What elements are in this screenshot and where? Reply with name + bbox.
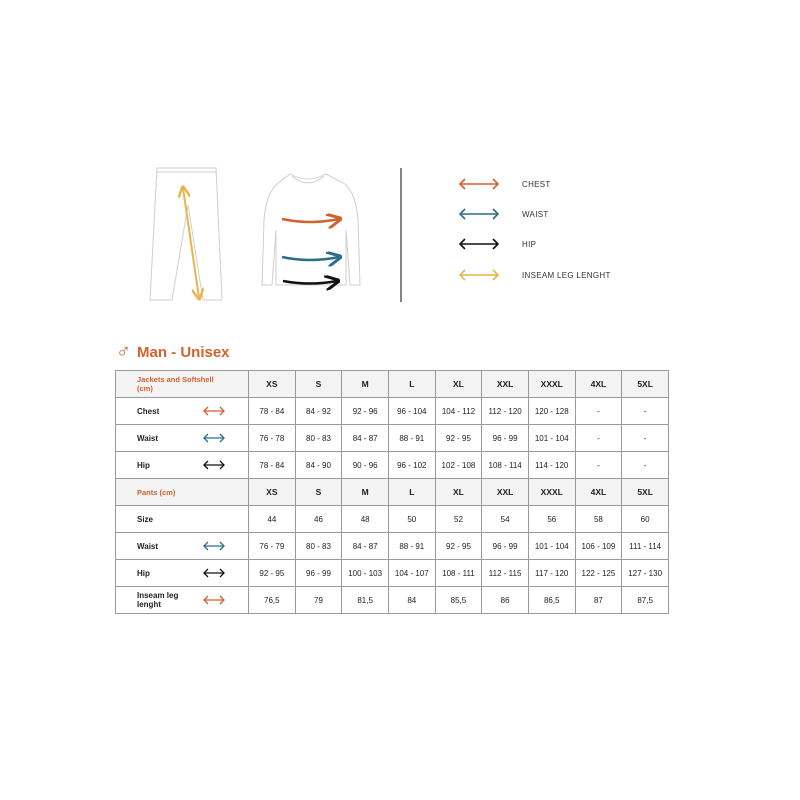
table-cell: 76 - 78 xyxy=(249,425,296,452)
table-cell: 114 - 120 xyxy=(528,452,575,479)
table-cell: - xyxy=(575,452,622,479)
size-header-cell: 5XL xyxy=(622,479,669,506)
table-cell: 127 - 130 xyxy=(622,560,669,587)
table-cell: 122 - 125 xyxy=(575,560,622,587)
pants-header-label: Pants (cm) xyxy=(116,479,249,506)
male-symbol-icon: ♂ xyxy=(116,341,131,363)
table-cell: - xyxy=(575,425,622,452)
size-header-cell: XXL xyxy=(482,371,529,398)
table-row xyxy=(116,398,669,425)
table-cell: 86,5 xyxy=(528,587,575,614)
jackets-header-row xyxy=(116,371,669,398)
table-cell: 84 - 87 xyxy=(342,425,389,452)
table-cell: 108 - 114 xyxy=(482,452,529,479)
size-header-cell: S xyxy=(295,371,342,398)
row-label: Inseam leg lenght xyxy=(116,587,249,614)
chest-arrow-icon xyxy=(282,219,339,222)
size-header-cell: M xyxy=(342,371,389,398)
row-label: Waist xyxy=(116,425,249,452)
hip-arrow-icon xyxy=(283,281,337,284)
jackets-header-label: Jackets and Softshell (cm) xyxy=(116,371,249,398)
inseam-arrow-icon xyxy=(202,594,226,606)
table-cell: - xyxy=(622,398,669,425)
legend-label: INSEAM LEG LENGHT xyxy=(522,270,611,280)
size-header-cell: XXXL xyxy=(528,371,575,398)
legend-label: HIP xyxy=(522,239,537,249)
row-label: Waist xyxy=(116,533,249,560)
row-label: Hip xyxy=(116,452,249,479)
table-cell: 104 - 112 xyxy=(435,398,482,425)
table-cell: 96 - 99 xyxy=(295,560,342,587)
legend-item-inseam xyxy=(456,265,611,285)
size-header-cell: XL xyxy=(435,371,482,398)
table-cell: 101 - 104 xyxy=(528,533,575,560)
table-cell: - xyxy=(622,425,669,452)
table-cell: 102 - 108 xyxy=(435,452,482,479)
legend-item-chest xyxy=(456,174,551,194)
table-cell: 76 - 79 xyxy=(249,533,296,560)
size-header-cell: 4XL xyxy=(575,479,622,506)
legend-label: CHEST xyxy=(522,179,551,189)
table-cell: 56 xyxy=(528,506,575,533)
size-header-cell: XS xyxy=(249,479,296,506)
table-cell: 90 - 96 xyxy=(342,452,389,479)
table-cell: 117 - 120 xyxy=(528,560,575,587)
table-cell: 112 - 115 xyxy=(482,560,529,587)
table-cell: 78 - 84 xyxy=(249,452,296,479)
table-cell: 85,5 xyxy=(435,587,482,614)
table-cell: 108 - 111 xyxy=(435,560,482,587)
table-cell: 92 - 95 xyxy=(435,425,482,452)
hip-arrow-icon xyxy=(202,459,226,471)
table-cell: 84 - 90 xyxy=(295,452,342,479)
sweater-icon xyxy=(262,174,360,285)
table-cell: 120 - 128 xyxy=(528,398,575,425)
table-cell: 60 xyxy=(622,506,669,533)
row-label: Hip xyxy=(116,560,249,587)
size-header-cell: L xyxy=(388,371,435,398)
table-cell: 87 xyxy=(575,587,622,614)
table-cell: 84 xyxy=(388,587,435,614)
table-cell: 84 - 87 xyxy=(342,533,389,560)
legend-label: WAIST xyxy=(522,209,549,219)
size-header-cell: XXXL xyxy=(528,479,575,506)
double-arrow-icon xyxy=(456,268,502,282)
table-row xyxy=(116,587,669,614)
table-cell: 79 xyxy=(295,587,342,614)
pants-icon xyxy=(150,168,222,300)
table-row xyxy=(116,560,669,587)
table-cell: 96 - 99 xyxy=(482,533,529,560)
table-row xyxy=(116,506,669,533)
table-cell: - xyxy=(575,398,622,425)
size-header-cell: M xyxy=(342,479,389,506)
table-row xyxy=(116,452,669,479)
size-header-cell: 4XL xyxy=(575,371,622,398)
double-arrow-icon xyxy=(456,207,502,221)
size-header-cell: XS xyxy=(249,371,296,398)
pants-header-row xyxy=(116,479,669,506)
table-row xyxy=(116,533,669,560)
waist-arrow-icon xyxy=(282,257,339,260)
table-cell: 112 - 120 xyxy=(482,398,529,425)
table-cell: 92 - 95 xyxy=(435,533,482,560)
table-cell: 92 - 95 xyxy=(249,560,296,587)
table-cell: 86 xyxy=(482,587,529,614)
table-cell: 96 - 102 xyxy=(388,452,435,479)
table-cell: 87,5 xyxy=(622,587,669,614)
size-header-cell: L xyxy=(388,479,435,506)
table-cell: 50 xyxy=(388,506,435,533)
table-cell: 106 - 109 xyxy=(575,533,622,560)
legend-item-hip xyxy=(456,234,536,254)
table-cell: 78 - 84 xyxy=(249,398,296,425)
inseam-arrow-icon xyxy=(183,188,199,298)
chest-arrow-icon xyxy=(202,405,226,417)
table-cell: 81,5 xyxy=(342,587,389,614)
table-cell: 96 - 104 xyxy=(388,398,435,425)
section-title xyxy=(116,342,230,362)
table-cell: 104 - 107 xyxy=(388,560,435,587)
size-chart-table xyxy=(115,370,669,614)
size-header-cell: XL xyxy=(435,479,482,506)
size-header-cell: XXL xyxy=(482,479,529,506)
table-cell: 48 xyxy=(342,506,389,533)
waist-arrow-icon xyxy=(202,540,226,552)
hip-arrow-icon xyxy=(202,567,226,579)
table-cell: 88 - 91 xyxy=(388,533,435,560)
table-cell: 111 - 114 xyxy=(622,533,669,560)
table-cell: 101 - 104 xyxy=(528,425,575,452)
size-header-cell: S xyxy=(295,479,342,506)
size-header-cell: 5XL xyxy=(622,371,669,398)
table-cell: 76,5 xyxy=(249,587,296,614)
garment-illustration xyxy=(0,0,800,320)
table-cell: 46 xyxy=(295,506,342,533)
table-cell: 80 - 83 xyxy=(295,533,342,560)
table-cell: 80 - 83 xyxy=(295,425,342,452)
table-cell: 100 - 103 xyxy=(342,560,389,587)
table-cell: 88 - 91 xyxy=(388,425,435,452)
row-label: Chest xyxy=(116,398,249,425)
table-row xyxy=(116,425,669,452)
table-cell: 96 - 99 xyxy=(482,425,529,452)
table-cell: 52 xyxy=(435,506,482,533)
table-cell: 92 - 96 xyxy=(342,398,389,425)
row-label: Size xyxy=(116,506,249,533)
double-arrow-icon xyxy=(456,177,502,191)
waist-arrow-icon xyxy=(202,432,226,444)
section-title-text: Man - Unisex xyxy=(137,343,230,361)
double-arrow-icon xyxy=(456,237,502,251)
table-cell: 44 xyxy=(249,506,296,533)
table-cell: 84 - 92 xyxy=(295,398,342,425)
table-cell: 58 xyxy=(575,506,622,533)
legend-item-waist xyxy=(456,204,549,224)
table-cell: 54 xyxy=(482,506,529,533)
table-cell: - xyxy=(622,452,669,479)
